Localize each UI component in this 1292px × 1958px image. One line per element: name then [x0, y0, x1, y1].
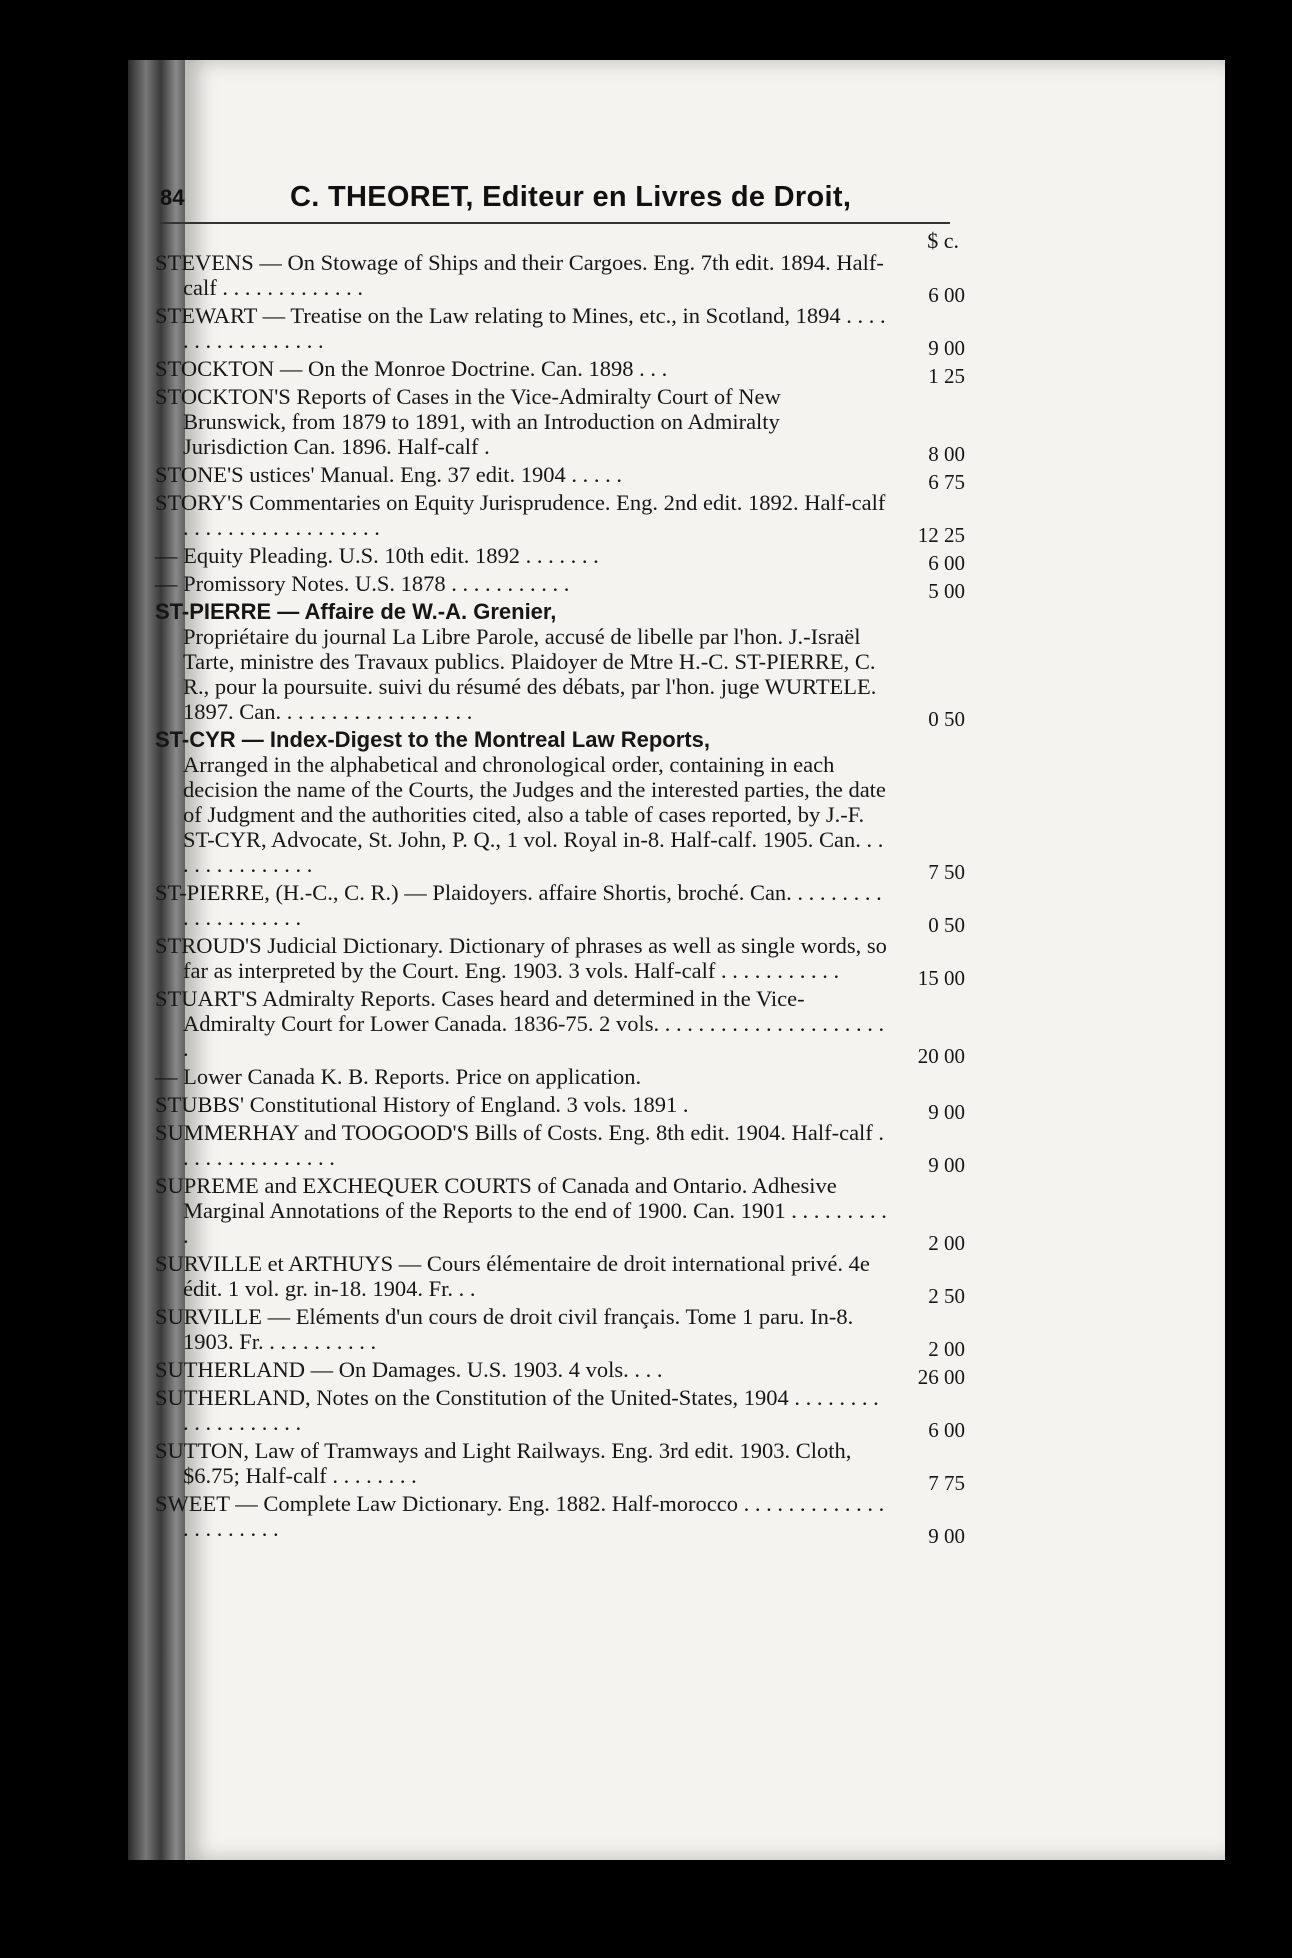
entry-text: Arranged in the alphabetical and chronological order, containing in each decision the name of the Courts, the Judges and the interested parties, the date of Judgment and the authorities cited, also a table of cases reported, by J.-F. ST-CYR, Advocate, St. John, P. Q., 1 vol. Royal in-8. Half-calf. 1905. Can. . . . . . . . . . . . . . . — [183, 752, 886, 877]
catalog-entry — [155, 250, 965, 307]
page-header — [160, 175, 960, 225]
entry-text: SUTHERLAND — On Damages. U.S. 1903. 4 vols. . . . — [155, 1357, 663, 1382]
catalog-entry — [155, 1120, 965, 1177]
catalog-entry — [155, 490, 965, 547]
catalog-entry — [155, 986, 965, 1068]
entry-text: STEWART — Treatise on the Law relating to Mines, etc., in Scotland, 1894 . . . . . . . . . . . . . . . . . — [155, 303, 886, 353]
entry-price: 6 75 — [928, 470, 965, 494]
entry-price: 20 00 — [917, 1044, 965, 1068]
catalog-entry — [155, 1491, 965, 1548]
entry-price: 0 50 — [928, 913, 965, 937]
catalog-entry — [155, 384, 965, 466]
entry-text: — Equity Pleading. U.S. 10th edit. 1892 . . . . . . . — [155, 543, 599, 568]
entry-list — [155, 250, 965, 1548]
entry-price: 2 00 — [928, 1231, 965, 1255]
entry-text: — Promissory Notes. U.S. 1878 . . . . . . . . . . . — [155, 571, 570, 596]
entry-text: ST-PIERRE, (H.-C., C. R.) — Plaidoyers. affaire Shortis, broché. Can. . . . . . . . . . . . . . . . . . . . — [155, 880, 882, 930]
header-rule — [160, 222, 950, 224]
catalog-entry — [155, 1092, 965, 1124]
catalog-entry — [155, 880, 965, 937]
entry-text: SWEET — Complete Law Dictionary. Eng. 1882. Half-morocco . . . . . . . . . . . . . . . . . . . . . . — [155, 1491, 885, 1541]
entry-price: 9 00 — [928, 1100, 965, 1124]
entry-price: 1 25 — [928, 364, 965, 388]
entry-price: 2 50 — [928, 1284, 965, 1308]
catalog-entry — [155, 571, 965, 603]
catalog-entry — [155, 1385, 965, 1442]
entry-text: — Lower Canada K. B. Reports. Price on application. — [155, 1064, 642, 1089]
entry-text: Propriétaire du journal La Libre Parole, accusé de libelle par l'hon. J.-Israël Tarte, ministre des Travaux publics. Plaidoyer de Mtre H.-C. ST-PIERRE, C. R., pour la poursuite. suivi du résumé des débats, par l'hon. juge WURTELE. 1897. Can. . . . . . . . . . . . . . . . . . — [183, 624, 877, 724]
catalog-entry — [155, 1438, 965, 1495]
entry-heading: ST-CYR — Index-Digest to the Montreal Law Reports, — [155, 727, 710, 752]
catalog-entry — [155, 462, 965, 494]
entry-heading: ST-PIERRE — Affaire de W.-A. Grenier, — [155, 599, 557, 624]
entry-text: STORY'S Commentaries on Equity Jurisprudence. Eng. 2nd edit. 1892. Half-calf . . . . . . . . . . . . . . . . . . — [155, 490, 886, 540]
entry-text: STROUD'S Judicial Dictionary. Dictionary of phrases as well as single words, so far as interpreted by the Court. Eng. 1903. 3 vols. Half-calf . . . . . . . . . . . — [155, 933, 887, 983]
entry-price: 7 50 — [928, 860, 965, 884]
page-number: 84 — [160, 185, 185, 210]
price-column-label: $ c. — [927, 228, 959, 253]
entry-text: SUTTON, Law of Tramways and Light Railways. Eng. 3rd edit. 1903. Cloth, $6.75; Half-calf . . . . . . . . — [155, 1438, 852, 1488]
entry-text: STONE'S ustices' Manual. Eng. 37 edit. 1904 . . . . . — [155, 462, 623, 487]
entry-price: 8 00 — [928, 442, 965, 466]
entry-price: 9 00 — [928, 336, 965, 360]
entry-text: SUMMERHAY and TOOGOOD'S Bills of Costs. Eng. 8th edit. 1904. Half-calf . . . . . . . . . . . . . . . — [155, 1120, 885, 1170]
entry-text: SURVILLE et ARTHUYS — Cours élémentaire de droit international privé. 4e édit. 1 vol. gr. in-18. 1904. Fr. . . — [155, 1251, 870, 1301]
entry-price: 6 00 — [928, 551, 965, 575]
catalog-entry — [155, 1304, 965, 1361]
entry-text: SUTHERLAND, Notes on the Constitution of the United-States, 1904 . . . . . . . . . . . . . . . . . . . — [155, 1385, 879, 1435]
entry-price: 15 00 — [917, 966, 965, 990]
catalog-entry — [155, 599, 965, 731]
entry-text: STOCKTON — On the Monroe Doctrine. Can. 1898 . . . — [155, 356, 668, 381]
catalog-listing — [155, 228, 965, 1548]
catalog-entry — [155, 1251, 965, 1308]
entry-text: STOCKTON'S Reports of Cases in the Vice-Admiralty Court of New Brunswick, from 1879 to 1891, with an Introduction on Admiralty Jurisdiction Can. 1896. Half-calf . — [155, 384, 781, 459]
catalog-entry — [155, 1064, 965, 1089]
entry-price: 26 00 — [917, 1365, 965, 1389]
entry-price: 6 00 — [928, 283, 965, 307]
entry-text: STUART'S Admiralty Reports. Cases heard and determined in the Vice-Admiralty Court for Lower Canada. 1836-75. 2 vols. . . . . . . . . . . . . . . . . . . . . . — [155, 986, 885, 1061]
running-title: C. THEORET, Editeur en Livres de Droit, — [290, 181, 852, 213]
entry-price: 0 50 — [928, 707, 965, 731]
catalog-entry — [155, 303, 965, 360]
entry-price: 9 00 — [928, 1524, 965, 1548]
entry-price: 7 75 — [928, 1471, 965, 1495]
entry-price: 6 00 — [928, 1418, 965, 1442]
catalog-entry — [155, 933, 965, 990]
entry-text: STEVENS — On Stowage of Ships and their Cargoes. Eng. 7th edit. 1894. Half-calf . . . . . . . . . . . . . — [155, 250, 884, 300]
entry-price: 12 25 — [917, 523, 965, 547]
catalog-entry — [155, 727, 965, 884]
entry-text: SURVILLE — Eléments d'un cours de droit civil français. Tome 1 paru. In-8. 1903. Fr. . . . . . . . . . . — [155, 1304, 854, 1354]
entry-text: STUBBS' Constitutional History of England. 3 vols. 1891 . — [155, 1092, 689, 1117]
entry-price: 5 00 — [928, 579, 965, 603]
catalog-entry — [155, 356, 965, 388]
entry-price: 9 00 — [928, 1153, 965, 1177]
catalog-entry — [155, 1357, 965, 1389]
catalog-entry — [155, 1173, 965, 1255]
catalog-entry — [155, 543, 965, 575]
price-column-header — [155, 228, 965, 253]
entry-text: SUPREME and EXCHEQUER COURTS of Canada and Ontario. Adhesive Marginal Annotations of the Reports to the end of 1900. Can. 1901 . . . . . . . . . . — [155, 1173, 887, 1248]
entry-price: 2 00 — [928, 1337, 965, 1361]
